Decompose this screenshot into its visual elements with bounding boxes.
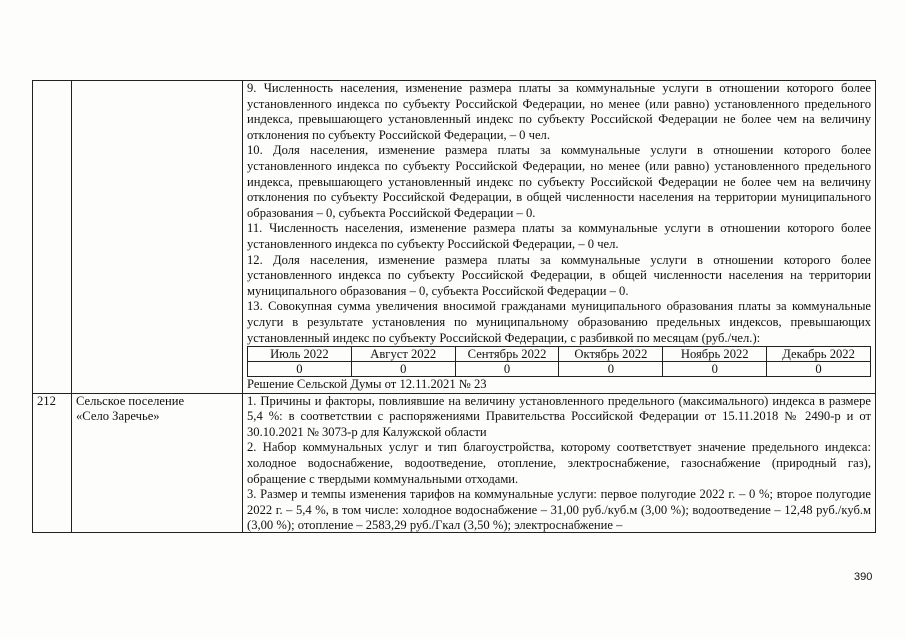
month-value: 0 — [351, 362, 455, 377]
municipality-type: Сельское поселение — [76, 393, 185, 408]
list-item: 3. Размер и темпы изменения тарифов на коммунальные услуги: первое полугодие 2022 г. – 0 %; второе полугодие 2022 г. – 5,4 %, в том числе: холодное водоснабжение – 31,00 руб./куб.м (3,00 %); водоотведение – 12,48 руб./куб.м (3,00 %); отопление – 2583,29 руб./Гкал (3,50 %); электроснабжение – — [247, 487, 871, 532]
list-item: 11. Численность населения, изменение размера платы за коммунальные услуги в отношении которого более установленного индекса по субъекту Российской Федерации, – 0 чел. — [247, 221, 871, 251]
decision-reference: Решение Сельской Думы от 12.11.2021 № 23 — [247, 377, 487, 392]
list-item: 12. Доля населения, изменение размера платы за коммунальные услуги в отношении которого более установленного индекса по субъекту Российской Федерации, в общей численности населения на территории муниципального образования – 0, субъекта Российской Федерации – 0. — [247, 252, 871, 298]
month-value: 0 — [559, 362, 663, 377]
monthly-increase-table — [247, 346, 871, 377]
row-number-cell: 212 — [33, 393, 72, 532]
table-row — [33, 393, 876, 532]
month-value: 0 — [767, 362, 871, 377]
details-content — [247, 394, 871, 532]
month-value-row — [248, 362, 871, 377]
municipality-cell — [72, 81, 243, 394]
month-value: 0 — [663, 362, 767, 377]
page-number: 390 — [854, 571, 873, 583]
row-number-cell — [33, 81, 72, 394]
month-value: 0 — [248, 362, 352, 377]
list-item: 10. Доля населения, изменение размера платы за коммунальные услуги в отношении которого более установленного индекса по субъекту Российской Федерации, но менее (или равно) установленного предельного индекса, превышающего установленный индекс по субъекту Российской Федерации не более чем на величину отклонения по субъекту Российской Федерации, в общей численности населения на территории муниципального образования – 0, субъекта Российской Федерации – 0. — [247, 143, 871, 220]
month-value: 0 — [455, 362, 559, 377]
month-header: Август 2022 — [351, 347, 455, 362]
month-header: Октябрь 2022 — [559, 347, 663, 362]
municipality-name: «Село Заречье» — [76, 409, 160, 424]
list-item: 13. Совокупная сумма увеличения вносимой гражданами муниципального образования платы за коммунальные услуги в результате установления по муниципальному образованию предельных индексов, превышающих установленный индекс по субъекту Российской Федерации, с разбивкой по месяцам (руб./чел.): — [247, 299, 871, 345]
month-header-row — [248, 347, 871, 362]
month-header: Сентябрь 2022 — [455, 347, 559, 362]
table-row — [33, 81, 876, 394]
details-cell — [243, 81, 876, 394]
month-header: Ноябрь 2022 — [663, 347, 767, 362]
month-header: Июль 2022 — [248, 347, 352, 362]
list-item: 2. Набор коммунальных услуг и тип благоустройства, которому соответствует значение предельного индекса: холодное водоснабжение, водоотведение, отопление, электроснабжение, газоснабжение (природный газ), обращение с твердыми коммунальными отходами. — [247, 440, 871, 486]
list-item: 9. Численность населения, изменение размера платы за коммунальные услуги в отношении которого более установленного индекса по субъекту Российской Федерации, но менее (или равно) установленного предельного индекса, превышающего установленный индекс по субъекту Российской Федерации не более чем на величину отклонения по субъекту Российской Федерации, – 0 чел. — [247, 81, 871, 142]
municipality-cell — [72, 393, 243, 532]
details-cell — [243, 393, 876, 532]
municipal-index-table — [32, 80, 876, 533]
list-item: 1. Причины и факторы, повлиявшие на величину установленного предельного (максимального) индекса в размере 5,4 %: в соответствии с распоряжениями Правительства Российской Федерации от 15.11.2018 № 2490-р и от 30.10.2021 № 3073-р для Калужской области — [247, 393, 871, 439]
month-header: Декабрь 2022 — [767, 347, 871, 362]
